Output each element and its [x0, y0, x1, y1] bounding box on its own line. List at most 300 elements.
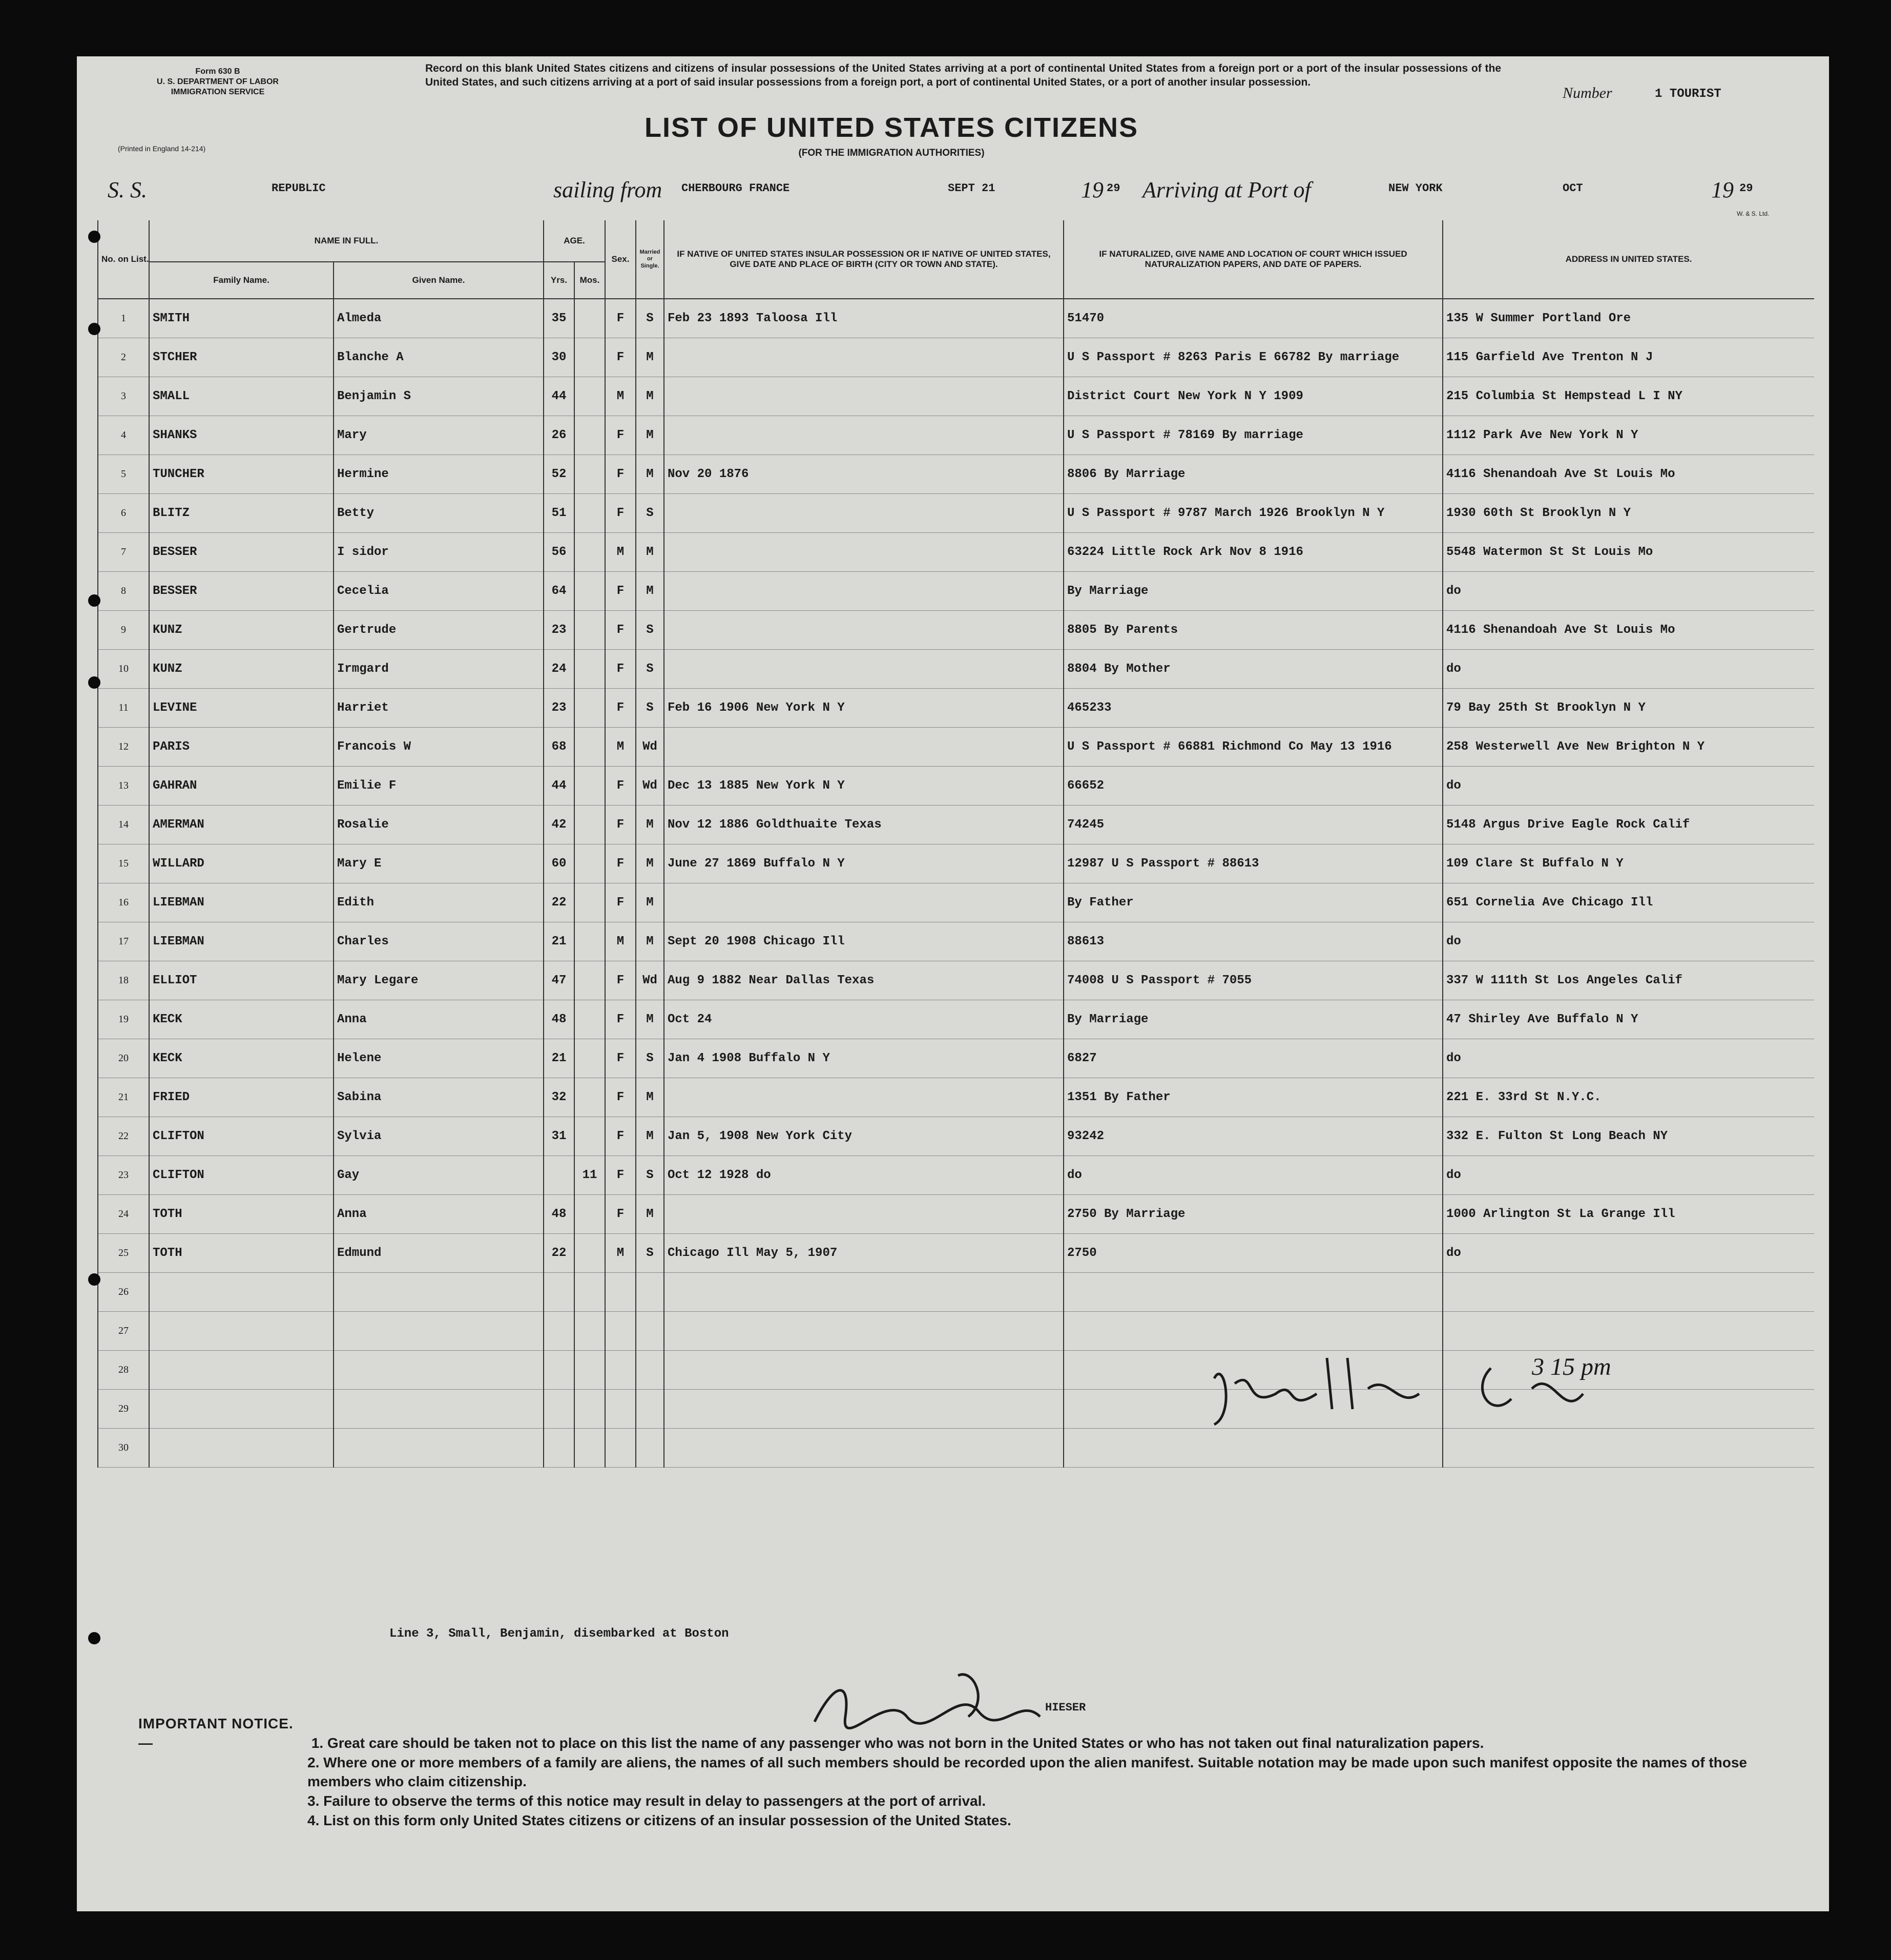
birth-info	[664, 416, 1064, 455]
age-years	[544, 1273, 574, 1312]
given-name: Gay	[334, 1156, 544, 1195]
family-name: TOTH	[149, 1234, 334, 1273]
given-name	[334, 1351, 544, 1390]
age-years	[544, 1429, 574, 1468]
birth-info	[664, 728, 1064, 767]
birth-info	[664, 650, 1064, 689]
given-name: Sabina	[334, 1078, 544, 1117]
family-name: SMALL	[149, 377, 334, 416]
married-single	[636, 1390, 664, 1429]
naturalization-info: do	[1064, 1156, 1443, 1195]
us-address: 651 Cornelia Ave Chicago Ill	[1443, 883, 1814, 922]
given-name	[334, 1390, 544, 1429]
row-number: 28	[98, 1351, 149, 1390]
married-single: M	[636, 1000, 664, 1039]
row-number: 3	[98, 377, 149, 416]
age-years: 22	[544, 883, 574, 922]
sex-cell: F	[605, 1078, 636, 1117]
table-row	[98, 377, 1814, 416]
married-single	[636, 1351, 664, 1390]
birth-info: Sept 20 1908 Chicago Ill	[664, 922, 1064, 961]
married-single	[636, 1273, 664, 1312]
family-name: LIEBMAN	[149, 883, 334, 922]
table-row	[98, 416, 1814, 455]
us-address: 47 Shirley Ave Buffalo N Y	[1443, 1000, 1814, 1039]
birth-info: June 27 1869 Buffalo N Y	[664, 844, 1064, 883]
age-months	[574, 1312, 605, 1351]
table-row	[98, 689, 1814, 728]
arriving-label: Arriving at Port of	[1142, 177, 1311, 202]
naturalization-info: By Marriage	[1064, 1000, 1443, 1039]
naturalization-info: By Father	[1064, 883, 1443, 922]
married-single: S	[636, 650, 664, 689]
us-address: 332 E. Fulton St Long Beach NY	[1443, 1117, 1814, 1156]
sail-year: 29	[1107, 182, 1120, 195]
family-name	[149, 1351, 334, 1390]
sex-cell: F	[605, 689, 636, 728]
us-address	[1443, 1273, 1814, 1312]
married-single: M	[636, 844, 664, 883]
age-months	[574, 416, 605, 455]
given-name: Benjamin S	[334, 377, 544, 416]
header-mos: Mos.	[574, 262, 605, 299]
family-name: SMITH	[149, 299, 334, 338]
row-number: 23	[98, 1156, 149, 1195]
naturalization-info: U S Passport # 9787 March 1926 Brooklyn N Y	[1064, 494, 1443, 533]
sex-cell: M	[605, 1234, 636, 1273]
family-name: BLITZ	[149, 494, 334, 533]
year-prefix-2: 19	[1711, 177, 1734, 202]
given-name: Mary E	[334, 844, 544, 883]
age-months	[574, 455, 605, 494]
notice-item: 3. Failure to observe the terms of this notice may result in delay to passengers at the port of arrival.	[307, 1793, 986, 1809]
officer-name: HIESER	[1045, 1701, 1086, 1714]
us-address: do	[1443, 1039, 1814, 1078]
birth-info: Oct 24	[664, 1000, 1064, 1039]
age-years: 44	[544, 767, 574, 806]
married-single: S	[636, 1156, 664, 1195]
row-number: 24	[98, 1195, 149, 1234]
naturalization-info: 6827	[1064, 1039, 1443, 1078]
family-name: CLIFTON	[149, 1117, 334, 1156]
notice-item: 1. Great care should be taken not to place on this list the name of any passenger who was not born in the United States or who has not taken out final naturalization papers.	[311, 1735, 1484, 1751]
header-name: NAME IN FULL.	[149, 220, 544, 262]
us-address: 1000 Arlington St La Grange Ill	[1443, 1195, 1814, 1234]
given-name: Cecelia	[334, 572, 544, 611]
arrival-port: NEW YORK	[1388, 182, 1443, 195]
married-single: M	[636, 455, 664, 494]
binder-hole	[88, 676, 100, 689]
number-value: 1 TOURIST	[1655, 87, 1721, 101]
age-years: 47	[544, 961, 574, 1000]
us-address: do	[1443, 1234, 1814, 1273]
arrival-month: OCT	[1563, 182, 1583, 195]
sex-cell: F	[605, 455, 636, 494]
age-months: 11	[574, 1156, 605, 1195]
birth-info	[664, 1273, 1064, 1312]
sex-cell: F	[605, 299, 636, 338]
given-name: Hermine	[334, 455, 544, 494]
row-number: 6	[98, 494, 149, 533]
sex-cell: F	[605, 806, 636, 844]
married-single: M	[636, 1117, 664, 1156]
age-years: 30	[544, 338, 574, 377]
row-number: 21	[98, 1078, 149, 1117]
age-years	[544, 1312, 574, 1351]
age-years: 56	[544, 533, 574, 572]
us-address: 79 Bay 25th St Brooklyn N Y	[1443, 689, 1814, 728]
table-row	[98, 844, 1814, 883]
birth-info	[664, 883, 1064, 922]
table-row	[98, 961, 1814, 1000]
naturalization-info: 74008 U S Passport # 7055	[1064, 961, 1443, 1000]
printer-mark: W. & S. Ltd.	[1737, 210, 1770, 217]
row-number: 30	[98, 1429, 149, 1468]
given-name: Blanche A	[334, 338, 544, 377]
naturalization-info: 2750 By Marriage	[1064, 1195, 1443, 1234]
table-row	[98, 650, 1814, 689]
header-family-name: Family Name.	[149, 262, 334, 299]
service: IMMIGRATION SERVICE	[171, 88, 265, 96]
age-years: 32	[544, 1078, 574, 1117]
table-row	[98, 883, 1814, 922]
birth-info	[664, 1195, 1064, 1234]
us-address: 4116 Shenandoah Ave St Louis Mo	[1443, 611, 1814, 650]
naturalization-info: 1351 By Father	[1064, 1078, 1443, 1117]
age-months	[574, 1234, 605, 1273]
age-months	[574, 377, 605, 416]
inspector-signature	[1204, 1348, 1727, 1440]
married-single: M	[636, 533, 664, 572]
sex-cell: F	[605, 1000, 636, 1039]
notice-label: IMPORTANT NOTICE.—	[138, 1716, 294, 1751]
row-number: 22	[98, 1117, 149, 1156]
row-number: 13	[98, 767, 149, 806]
us-address: do	[1443, 572, 1814, 611]
row-number: 8	[98, 572, 149, 611]
family-name: SHANKS	[149, 416, 334, 455]
age-years: 24	[544, 650, 574, 689]
age-months	[574, 650, 605, 689]
us-address: do	[1443, 1156, 1814, 1195]
row-number: 12	[98, 728, 149, 767]
age-months	[574, 1429, 605, 1468]
age-years: 23	[544, 689, 574, 728]
age-years: 48	[544, 1000, 574, 1039]
married-single: M	[636, 883, 664, 922]
married-single: S	[636, 611, 664, 650]
row-number: 25	[98, 1234, 149, 1273]
family-name	[149, 1429, 334, 1468]
naturalization-info: 465233	[1064, 689, 1443, 728]
table-row	[98, 1117, 1814, 1156]
age-months	[574, 338, 605, 377]
table-row	[98, 299, 1814, 338]
married-single: Wd	[636, 961, 664, 1000]
age-years: 44	[544, 377, 574, 416]
table-row	[98, 338, 1814, 377]
age-months	[574, 883, 605, 922]
table-row	[98, 1078, 1814, 1117]
table-row	[98, 1156, 1814, 1195]
sex-cell	[605, 1351, 636, 1390]
us-address: 5548 Watermon St St Louis Mo	[1443, 533, 1814, 572]
manifest-sheet	[77, 56, 1829, 1911]
row-number: 16	[98, 883, 149, 922]
age-years	[544, 1351, 574, 1390]
binder-hole	[88, 323, 100, 335]
naturalization-info: By Marriage	[1064, 572, 1443, 611]
ss-label: S. S.	[108, 177, 147, 202]
age-years: 31	[544, 1117, 574, 1156]
ship-name: REPUBLIC	[272, 182, 326, 195]
binder-hole	[88, 231, 100, 243]
age-months	[574, 1078, 605, 1117]
birth-info: Oct 12 1928 do	[664, 1156, 1064, 1195]
given-name: Edith	[334, 883, 544, 922]
row-number: 9	[98, 611, 149, 650]
family-name: LIEBMAN	[149, 922, 334, 961]
voyage-line	[77, 172, 1829, 213]
row-number: 20	[98, 1039, 149, 1078]
age-months	[574, 844, 605, 883]
row-number: 1	[98, 299, 149, 338]
citizens-table	[97, 220, 1814, 1468]
given-name: Sylvia	[334, 1117, 544, 1156]
birth-info: Nov 20 1876	[664, 455, 1064, 494]
naturalization-info: 8806 By Marriage	[1064, 455, 1443, 494]
naturalization-info: U S Passport # 66881 Richmond Co May 13 1916	[1064, 728, 1443, 767]
age-months	[574, 572, 605, 611]
age-months	[574, 922, 605, 961]
age-months	[574, 1039, 605, 1078]
birth-info: Dec 13 1885 New York N Y	[664, 767, 1064, 806]
table-row	[98, 922, 1814, 961]
age-years: 35	[544, 299, 574, 338]
sex-cell: F	[605, 572, 636, 611]
given-name: Harriet	[334, 689, 544, 728]
age-years: 21	[544, 922, 574, 961]
given-name: Mary Legare	[334, 961, 544, 1000]
birth-info	[664, 572, 1064, 611]
family-name	[149, 1390, 334, 1429]
family-name: ELLIOT	[149, 961, 334, 1000]
naturalization-info: 63224 Little Rock Ark Nov 8 1916	[1064, 533, 1443, 572]
birth-info	[664, 338, 1064, 377]
sex-cell: F	[605, 883, 636, 922]
age-years: 42	[544, 806, 574, 844]
naturalization-info: 51470	[1064, 299, 1443, 338]
given-name: Emilie F	[334, 767, 544, 806]
page-title: LIST OF UNITED STATES CITIZENS	[645, 112, 1138, 143]
given-name: Betty	[334, 494, 544, 533]
sex-cell: F	[605, 1117, 636, 1156]
sex-cell: F	[605, 961, 636, 1000]
notice-item: 2. Where one or more members of a family are aliens, the names of all such members should be recorded upon the alien manifest. Suitable notation may be made upon such manifest opposite the names of those members who claim citizenship.	[307, 1754, 1747, 1790]
naturalization-info: District Court New York N Y 1909	[1064, 377, 1443, 416]
birth-info	[664, 377, 1064, 416]
given-name: Anna	[334, 1000, 544, 1039]
age-years: 21	[544, 1039, 574, 1078]
family-name: WILLARD	[149, 844, 334, 883]
family-name: GAHRAN	[149, 767, 334, 806]
sex-cell	[605, 1390, 636, 1429]
family-name: TOTH	[149, 1195, 334, 1234]
row-number: 14	[98, 806, 149, 844]
disembark-note: Line 3, Small, Benjamin, disembarked at Boston	[389, 1627, 729, 1641]
birth-info	[664, 1312, 1064, 1351]
family-name	[149, 1273, 334, 1312]
sail-date: SEPT 21	[948, 182, 995, 195]
inspection-time: 3 15 pm	[1532, 1353, 1611, 1380]
sex-cell: M	[605, 728, 636, 767]
naturalization-info: 88613	[1064, 922, 1443, 961]
row-number: 15	[98, 844, 149, 883]
birth-info	[664, 1429, 1064, 1468]
married-single: M	[636, 377, 664, 416]
given-name: Gertrude	[334, 611, 544, 650]
us-address: 215 Columbia St Hempstead L I NY	[1443, 377, 1814, 416]
sailing-port: CHERBOURG FRANCE	[681, 182, 790, 195]
married-single: Wd	[636, 767, 664, 806]
family-name: KUNZ	[149, 611, 334, 650]
us-address: 109 Clare St Buffalo N Y	[1443, 844, 1814, 883]
table-row	[98, 572, 1814, 611]
family-name: CLIFTON	[149, 1156, 334, 1195]
birth-info: Jan 5, 1908 New York City	[664, 1117, 1064, 1156]
table-row	[98, 494, 1814, 533]
us-address: 4116 Shenandoah Ave St Louis Mo	[1443, 455, 1814, 494]
age-years	[544, 1156, 574, 1195]
sex-cell: F	[605, 650, 636, 689]
family-name: BESSER	[149, 572, 334, 611]
us-address: 135 W Summer Portland Ore	[1443, 299, 1814, 338]
naturalization-info: 66652	[1064, 767, 1443, 806]
naturalization-info: 2750	[1064, 1234, 1443, 1273]
department: U. S. DEPARTMENT OF LABOR	[157, 77, 279, 86]
married-single: M	[636, 1078, 664, 1117]
row-number: 4	[98, 416, 149, 455]
birth-info: Jan 4 1908 Buffalo N Y	[664, 1039, 1064, 1078]
birth-info: Aug 9 1882 Near Dallas Texas	[664, 961, 1064, 1000]
naturalization-info: 8805 By Parents	[1064, 611, 1443, 650]
family-name: BESSER	[149, 533, 334, 572]
age-years: 22	[544, 1234, 574, 1273]
birth-info	[664, 494, 1064, 533]
married-single: M	[636, 416, 664, 455]
age-months	[574, 806, 605, 844]
family-name: KECK	[149, 1000, 334, 1039]
age-months	[574, 1117, 605, 1156]
age-months	[574, 494, 605, 533]
given-name: Edmund	[334, 1234, 544, 1273]
header-no: No. on List.	[98, 220, 149, 299]
married-single: S	[636, 494, 664, 533]
family-name: TUNCHER	[149, 455, 334, 494]
sex-cell	[605, 1273, 636, 1312]
given-name: I sidor	[334, 533, 544, 572]
binder-hole	[88, 1632, 100, 1644]
naturalization-info: 74245	[1064, 806, 1443, 844]
birth-info	[664, 1351, 1064, 1390]
table-row	[98, 728, 1814, 767]
age-months	[574, 611, 605, 650]
header-age: AGE.	[544, 220, 605, 262]
sex-cell: F	[605, 1039, 636, 1078]
naturalization-info	[1064, 1312, 1443, 1351]
married-single: S	[636, 1234, 664, 1273]
married-single: S	[636, 689, 664, 728]
table-row	[98, 1039, 1814, 1078]
age-years: 23	[544, 611, 574, 650]
given-name	[334, 1273, 544, 1312]
married-single: M	[636, 806, 664, 844]
naturalization-info	[1064, 1273, 1443, 1312]
table-row	[98, 1273, 1814, 1312]
family-name: KUNZ	[149, 650, 334, 689]
sex-cell: F	[605, 1195, 636, 1234]
sex-cell: M	[605, 922, 636, 961]
table-row	[98, 1000, 1814, 1039]
important-notice	[138, 1714, 1778, 1830]
table-row	[98, 1312, 1814, 1351]
age-years: 68	[544, 728, 574, 767]
given-name	[334, 1429, 544, 1468]
row-number: 19	[98, 1000, 149, 1039]
married-single: M	[636, 922, 664, 961]
us-address: 258 Westerwell Ave New Brighton N Y	[1443, 728, 1814, 767]
family-name	[149, 1312, 334, 1351]
age-months	[574, 1351, 605, 1390]
us-address: 337 W 111th St Los Angeles Calif	[1443, 961, 1814, 1000]
instructions-text: Record on this blank United States citizens and citizens of insular possessions of the United States arriving at a port of continental United States from a foreign port or a port of the insular possessions of the United States, and such citizens arriving at a port of said insular possessions from a foreign port, a port of continental United States, or a port of another insular possession.	[425, 63, 1501, 89]
married-single: S	[636, 299, 664, 338]
binder-hole	[88, 1273, 100, 1286]
age-months	[574, 299, 605, 338]
form-number: Form 630 B	[195, 67, 240, 76]
row-number: 18	[98, 961, 149, 1000]
birth-info: Feb 23 1893 Taloosa Ill	[664, 299, 1064, 338]
notice-item: 4. List on this form only United States citizens or citizens of an insular possession of the United States.	[307, 1812, 1011, 1828]
row-number: 5	[98, 455, 149, 494]
family-name: STCHER	[149, 338, 334, 377]
naturalization-info: 8804 By Mother	[1064, 650, 1443, 689]
header-sex: Sex.	[605, 220, 636, 299]
header-naturalized: IF NATURALIZED, GIVE NAME AND LOCATION OF COURT WHICH ISSUED NATURALIZATION PAPERS, AND DATE OF PAPERS.	[1064, 220, 1443, 299]
binder-hole	[88, 594, 100, 607]
given-name: Anna	[334, 1195, 544, 1234]
family-name: AMERMAN	[149, 806, 334, 844]
birth-info	[664, 611, 1064, 650]
married-single: M	[636, 1195, 664, 1234]
us-address: 221 E. 33rd St N.Y.C.	[1443, 1078, 1814, 1117]
year-prefix-1: 19	[1081, 177, 1104, 202]
sex-cell: F	[605, 494, 636, 533]
row-number: 17	[98, 922, 149, 961]
age-years: 48	[544, 1195, 574, 1234]
table-row	[98, 1195, 1814, 1234]
sex-cell	[605, 1429, 636, 1468]
us-address: do	[1443, 650, 1814, 689]
birth-info	[664, 1390, 1064, 1429]
married-single: S	[636, 1039, 664, 1078]
birth-info: Feb 16 1906 New York N Y	[664, 689, 1064, 728]
given-name: Mary	[334, 416, 544, 455]
age-months	[574, 1390, 605, 1429]
given-name: Rosalie	[334, 806, 544, 844]
birth-info: Chicago Ill May 5, 1907	[664, 1234, 1064, 1273]
age-months	[574, 767, 605, 806]
